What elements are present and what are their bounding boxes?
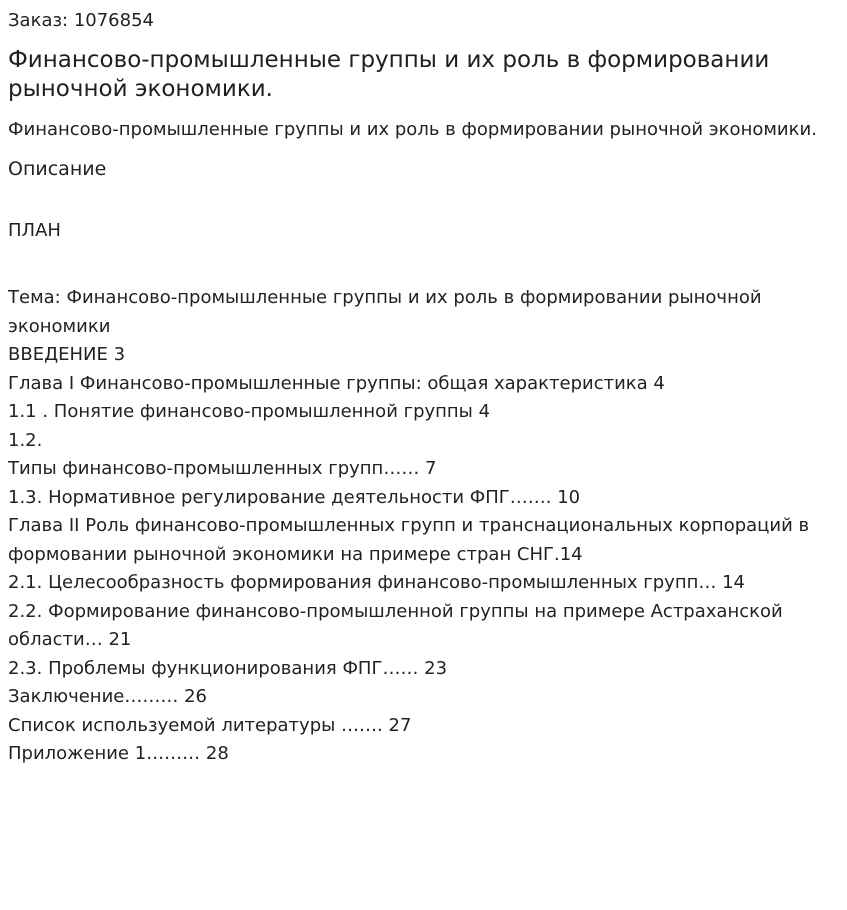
- toc-item: 1.2.: [8, 429, 43, 451]
- toc-item: Приложение 1……… 28: [8, 743, 229, 764]
- toc-item: 2.1. Целесообразность формирования финансово-промышленных групп… 14: [8, 572, 745, 593]
- toc-item: 1.3. Нормативное регулирование деятельности ФПГ……. 10: [8, 486, 581, 508]
- toc-item: Типы финансово-промышленных групп…… 7: [8, 458, 437, 479]
- toc-item: Заключение……… 26: [8, 686, 207, 707]
- description-heading: Описание: [8, 158, 107, 180]
- page-title: Финансово-промышленные группы и их роль в формировании рыночной экономики.: [8, 47, 770, 102]
- plan-heading: ПЛАН: [8, 220, 61, 241]
- toc-item: Список используемой литературы ……. 27: [8, 714, 412, 736]
- topic-line: Тема: Финансово-промышленные группы и их роль в формировании рыночной экономики: [8, 287, 762, 337]
- toc-item: Глава II Роль финансово-промышленных групп и транснациональных корпораций в формовании рыночной экономики на примере стран СНГ.14: [8, 515, 810, 565]
- order-number: Заказ: 1076854: [8, 10, 154, 31]
- table-of-contents: [8, 341, 839, 769]
- page-subtitle: Финансово-промышленные группы и их роль в формировании рыночной экономики.: [8, 119, 817, 140]
- toc-item: 1.1 . Понятие финансово-промышленной группы 4: [8, 401, 491, 422]
- toc-item: 2.2. Формирование финансово-промышленной группы на примере Астраханской области… 21: [8, 600, 783, 650]
- toc-item: 2.3. Проблемы функционирования ФПГ…… 23: [8, 657, 448, 679]
- toc-item: Глава I Финансово-промышленные группы: общая характеристика 4: [8, 372, 665, 394]
- toc-item: ВВЕДЕНИЕ 3: [8, 344, 126, 365]
